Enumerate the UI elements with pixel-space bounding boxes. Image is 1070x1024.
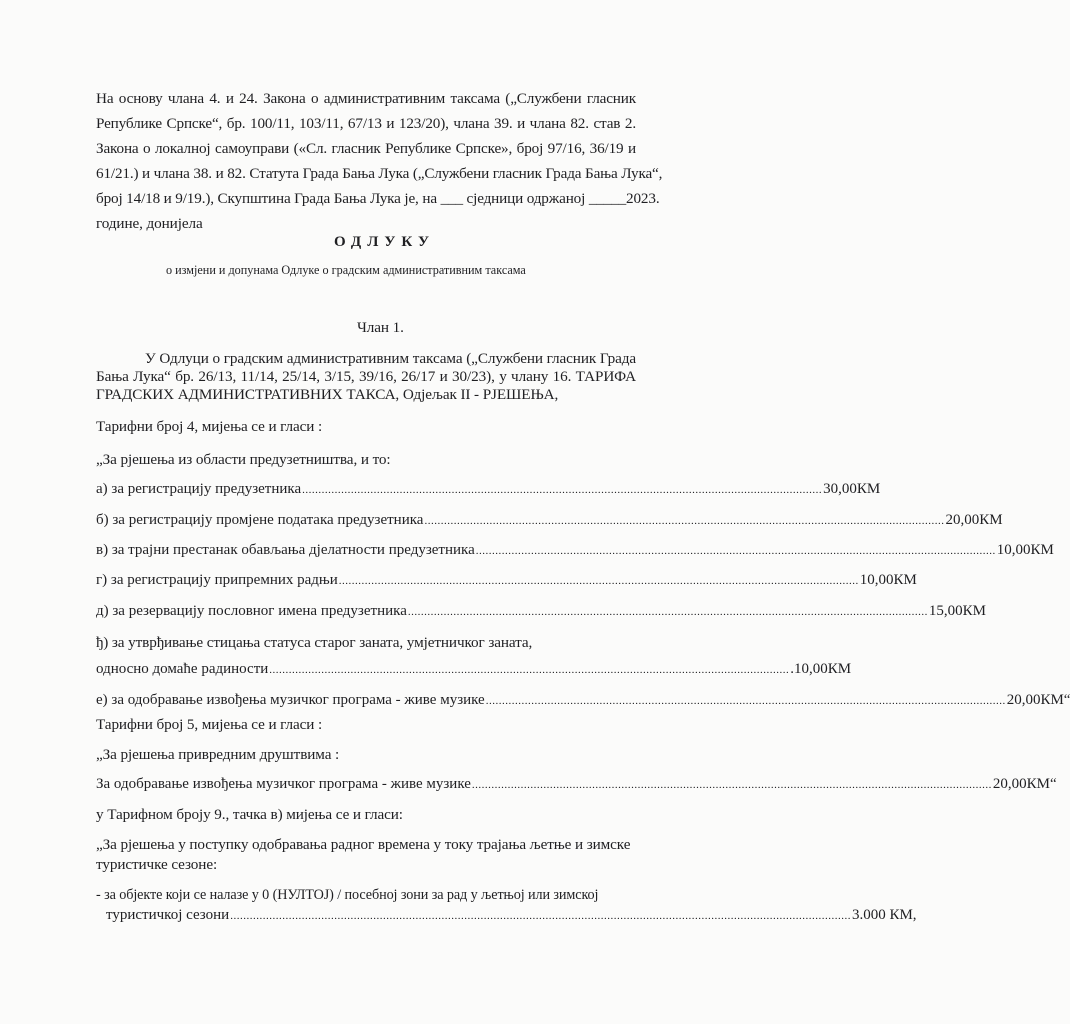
leader-dots: ............................................................................................................................................................................................... (230, 910, 851, 922)
item-amount: 10,00КМ (996, 542, 1054, 558)
leader-dots: ................................................................................................................................................................ (269, 664, 790, 676)
document-subtitle: о измјени и допунама Одлуке о градским административним таксама (166, 263, 526, 277)
item-label: б) за регистрацију промјене података предузетника (96, 512, 424, 528)
item-label: односно домаће радиности (96, 661, 269, 677)
tariff-4-item-dj-line-2 (96, 661, 852, 678)
item-label: г) за регистрацију припремних радњи (96, 572, 338, 588)
item-amount: 10,00КМ (859, 572, 917, 588)
item-amount: 3.000 КМ, (851, 907, 917, 923)
item-amount: 30,00КМ (823, 481, 881, 497)
tariff-4-item-v (96, 542, 1054, 559)
leader-dots: ................................................................................................................................................................ (407, 606, 928, 618)
tariff-9-item-line-2 (106, 907, 917, 924)
item-label: а) за регистрацију предузетника (96, 481, 302, 497)
preamble-line-5: број 14/18 и 9/19.), Скупштина Града Бања Лука је, на ___ сједници одржаној _____2023. (96, 190, 660, 207)
article-intro-line-3: ГРАДСКИХ АДМИНИСТРАТИВНИХ ТАКСА, Одјељак II - РЈЕШЕЊА, (96, 386, 559, 403)
item-label: е) за одобравање извођења музичког програма - живе музике (96, 692, 485, 708)
item-amount: 20,00КМ“ (1006, 692, 1070, 708)
article-intro-line-2: Бања Лука“ бр. 26/13, 11/14, 25/14, 3/15, 39/16, 26/17 и 30/23), у члану 16. ТАРИФА (96, 368, 636, 385)
tariff-4-item-g (96, 572, 917, 589)
tariff-9-intro-line-1: „За рјешења у поступку одобравања радног времена у току трајања љетње и зимске (96, 836, 631, 853)
item-label: За одобравање извођења музичког програма - живе музике (96, 776, 471, 792)
item-amount: .10,00КМ (790, 661, 852, 677)
preamble-line-3: Закона о локалној самоуправи («Сл. гласник Републике Српске», број 97/16, 36/19 и (96, 140, 636, 157)
leader-dots: ................................................................................................................................................................ (471, 779, 992, 791)
tariff-4-item-d (96, 603, 986, 620)
leader-dots: ................................................................................................................................................................ (485, 695, 1006, 707)
item-label: в) за трајни престанак обављања дјелатности предузетника (96, 542, 475, 558)
article-intro-line-1: У Одлуци о градским административним таксама („Службени гласник Града (145, 350, 636, 367)
leader-dots: ................................................................................................................................................................ (424, 515, 945, 527)
item-amount: 20,00КМ“ (992, 776, 1057, 792)
tariff-4-item-e (96, 692, 1070, 709)
tariff-5-heading: Тарифни број 5, мијења се и гласи : (96, 716, 323, 733)
preamble-line-4: 61/21.) и члана 38. и 82. Статута Града Бања Лука („Службени гласник Града Бања Лука“, (96, 165, 663, 182)
tariff-9-item-line-1: - за објекте који се налазе у 0 (НУЛТОЈ) / посебној зони за рад у љетњој или зимској (96, 887, 599, 903)
item-label: д) за резервацију пословног имена предузетника (96, 603, 407, 619)
item-amount: 15,00КМ (928, 603, 986, 619)
tariff-4-item-b (96, 512, 1003, 529)
item-label: туристичкој сезони (106, 907, 230, 923)
leader-dots: ................................................................................................................................................................ (302, 484, 823, 496)
tariff-4-heading: Тарифни број 4, мијења се и гласи : (96, 418, 323, 435)
item-amount: 20,00КМ (945, 512, 1003, 528)
leader-dots: ................................................................................................................................................................ (475, 545, 996, 557)
preamble-line-6: године, донијела (96, 215, 203, 232)
tariff-4-intro: „За рјешења из области предузетништва, и то: (96, 451, 391, 468)
tariff-4-item-dj-line-1: ђ) за утврђивање стицања статуса старог заната, умјетничког заната, (96, 634, 533, 651)
document-title: ОДЛУКУ (334, 234, 436, 250)
tariff-9-intro-line-2: туристичке сезоне: (96, 856, 218, 873)
tariff-9-heading: у Тарифном броју 9., тачка в) мијења се и гласи: (96, 806, 403, 823)
tariff-4-item-a (96, 481, 881, 498)
preamble-line-1: На основу члана 4. и 24. Закона о административним таксама („Службени гласник (96, 90, 636, 107)
preamble-line-2: Републике Српске“, бр. 100/11, 103/11, 67/13 и 123/20), члана 39. и члана 82. став 2. (96, 115, 636, 132)
article-heading: Члан 1. (357, 319, 404, 336)
tariff-5-intro: „За рјешења привредним друштвима : (96, 746, 340, 763)
leader-dots: ................................................................................................................................................................ (338, 575, 859, 587)
tariff-5-item (96, 776, 1057, 793)
